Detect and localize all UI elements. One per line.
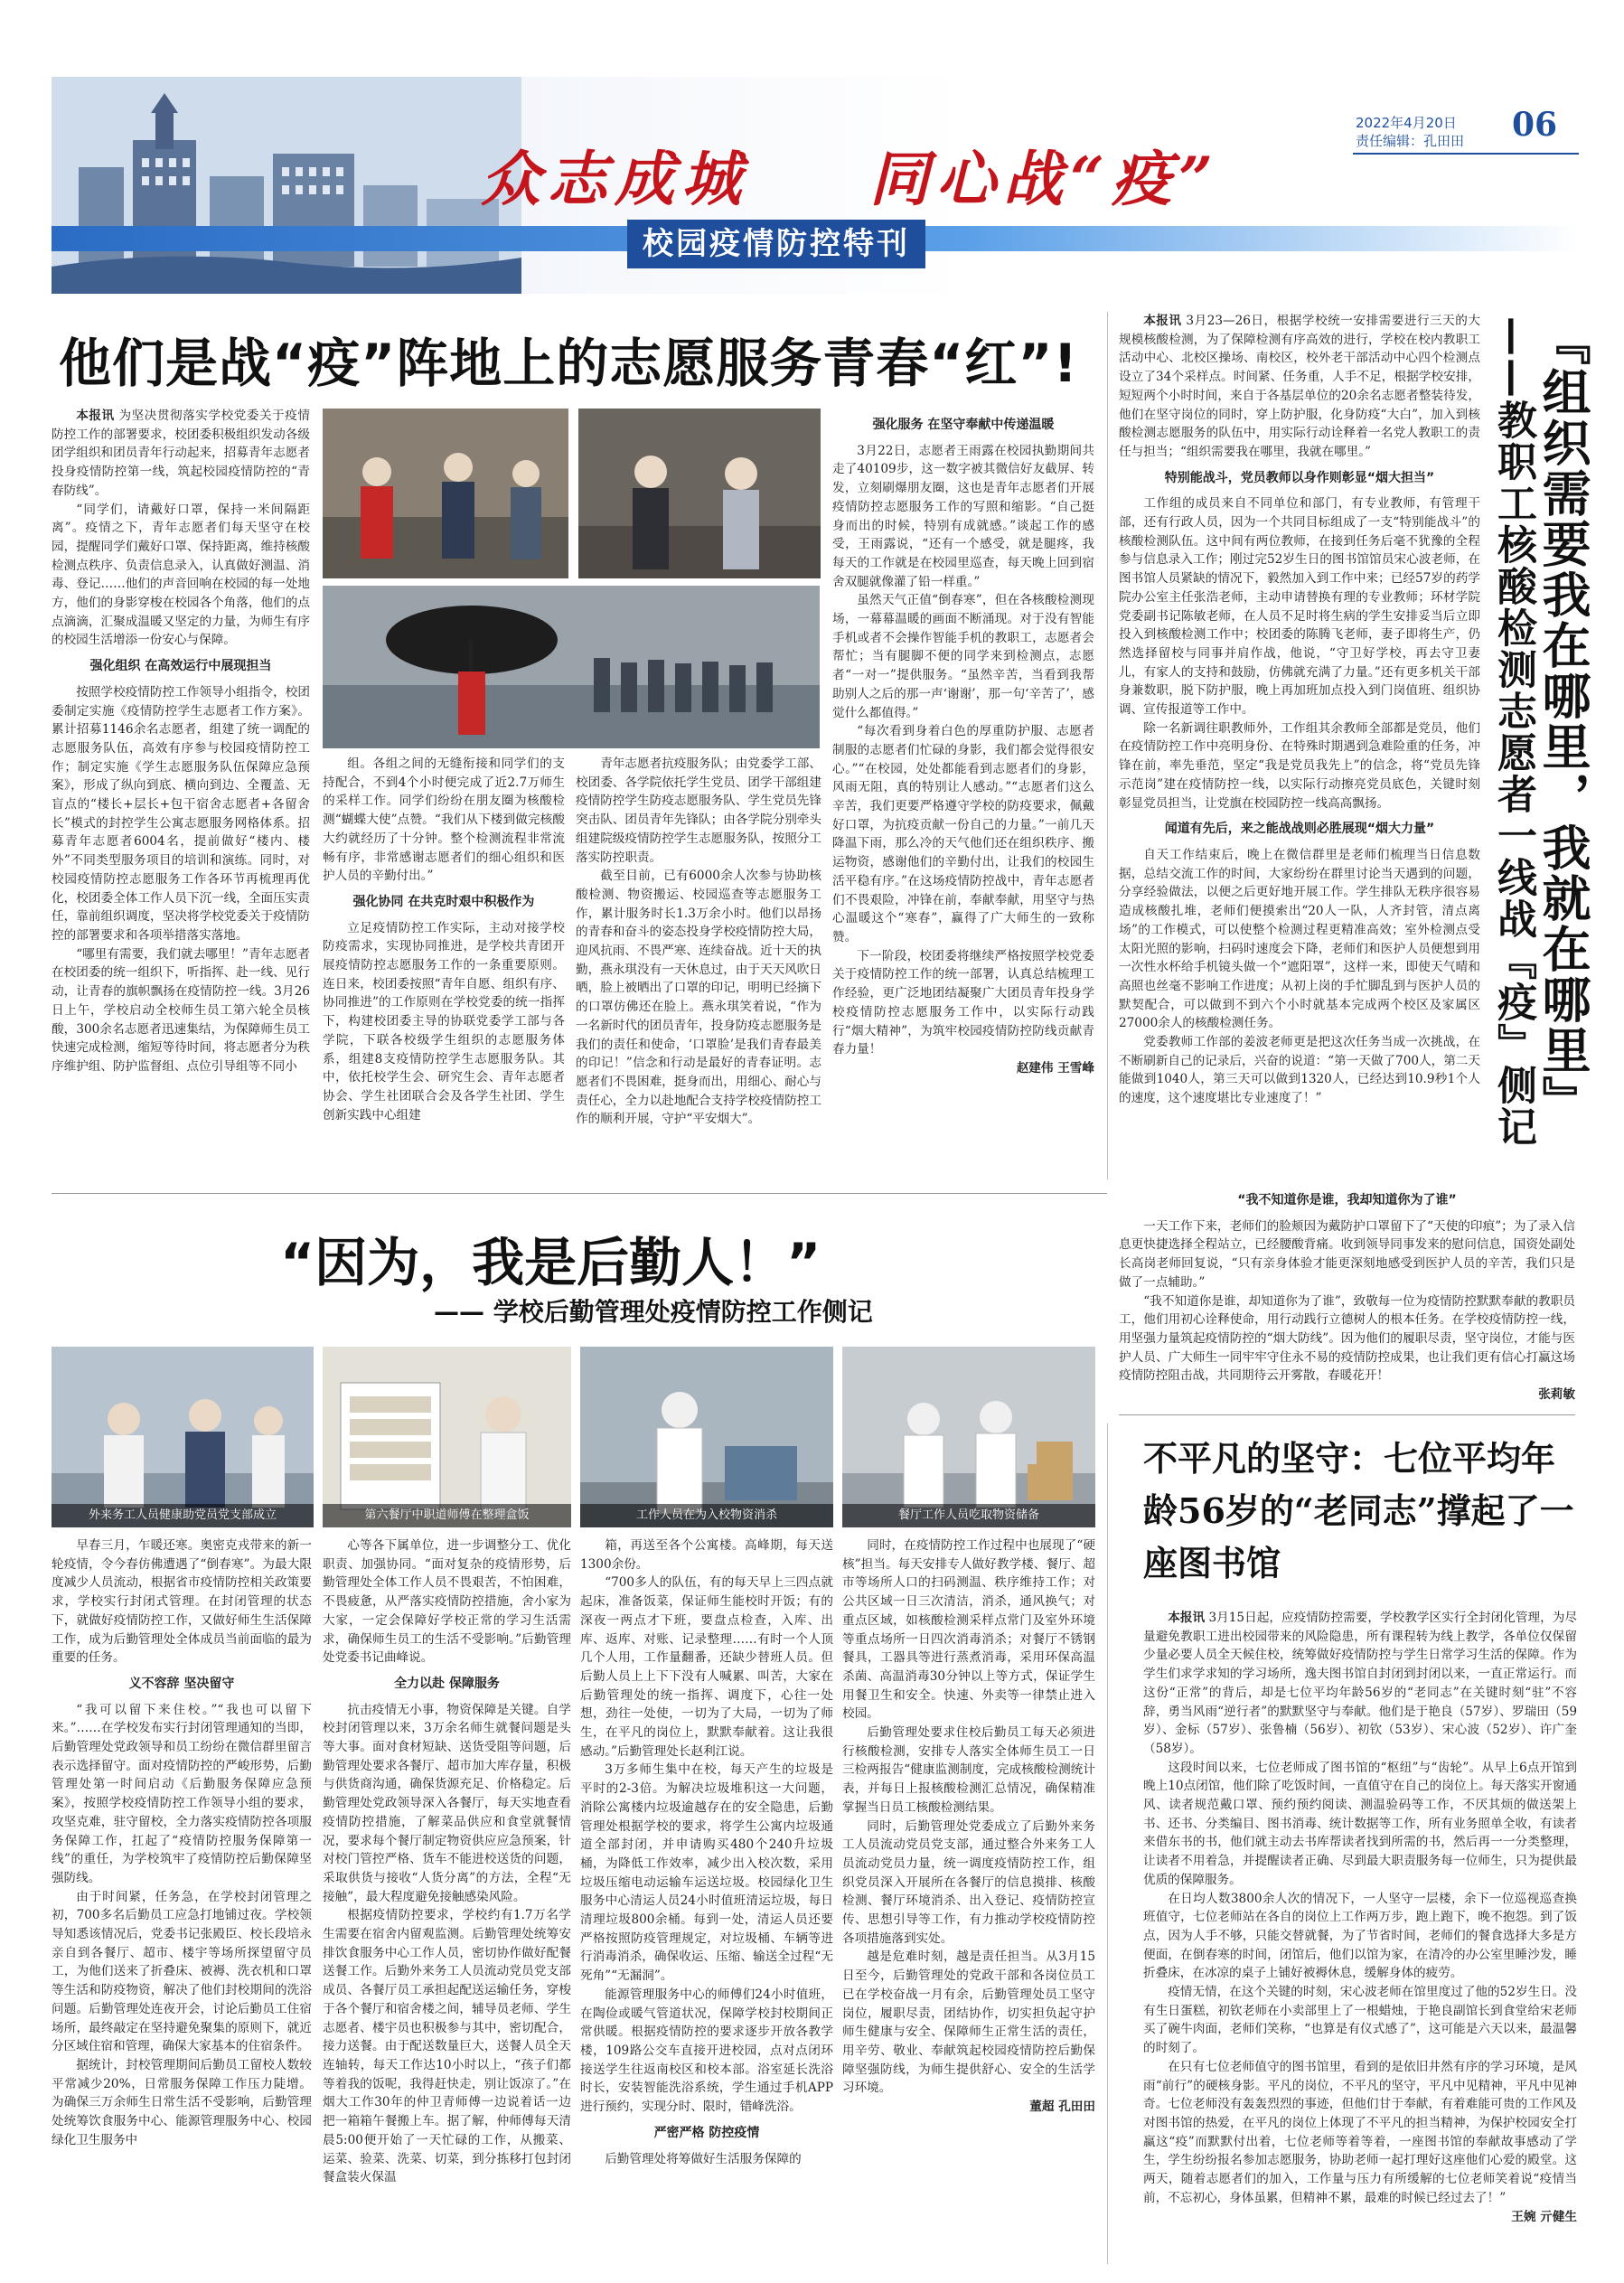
story1-subhead: 强化组织 在高效运行中展现担当: [89, 659, 272, 674]
story3-photo-2: [323, 1347, 571, 1527]
story4-byline: 王婉 亓健生: [1511, 2209, 1577, 2224]
story3-paragraph: 心等各下属单位，进一步调整分工、优化职责、加强协同。“面对复杂的疫情形势，后勤管理处全体工作人员不畏艰苦，不怕困难，不畏疲惫，从严落实疫情防控措施，舍小家为大家，一定会保障好学校正常的学习生活需求，确保师生员工的生活不受影响。”后勤管理处党委书记曲峰说。: [323, 1538, 571, 1666]
disinfection-photo-graphic: [580, 1347, 833, 1527]
story4-paragraph: 疫情无情，在这个关键的时刻，宋心波老师在馆里度过了他的52岁生日。没有生日蛋糕，初钦老师在小卖部里上了一根蜡烛，于艳良副馆长到食堂给宋老师买了碗牛肉面，老师们笑称，“也算是有仪式感了”，这可能是六天以来，最温馨的时刻了。: [1143, 1985, 1577, 2056]
story1-paragraph: 3月22日，志愿者王雨露在校园执勤期间共走了40109步，这一数字被其微信好友截屏、转发，立刻刷爆朋友圈，这也是青年志愿者们开展疫情防控志愿服务工作的写照和缩影。“自己挺身而出的时候，特别有成就感。”谈起工作的感受，王雨露说，“还有一个感受，就是腿疼，我每天的工作就是在校园里巡查，每天晚上回到宿舍双腿就像灌了铅一样重。”: [832, 443, 1094, 589]
story4-headline: 不平凡的坚守：七位平均年龄56岁的“老同志”撑起了一座图书馆: [1143, 1438, 1574, 1583]
story4-paragraph: 在只有七位老师值守的图书馆里，看到的是依旧井然有序的学习环境，是风雨“前行”的硬核身影。平凡的岗位，不平凡的坚守，平凡中见精神，平凡中见神奇。七位老师没有轰轰烈烈的事迹，但他们甘于奉献，有着难能可贵的工作风及对图书馆的热爱，在平凡的岗位上体现了不平凡的担当精神，为保护校园安全打赢这“疫”而默默付出着，七位老师等着等着，一座图书馆的奉献故事感动了学生，学生纷纷报名参加志愿服务，协助老师一起打理好这座他们心爱的殿堂。这两天，随着志愿者们的加入，工作量与压力有所缓解的七位老师笑着说“疫情当前，不忘初心，身体虽累，但精神不累，最难的时候已经过去了！”: [1143, 2059, 1577, 2205]
story1-paragraph: 虽然天气正值“倒春寒”，但在各核酸检测现场，一幕幕温暖的画面不断涌现。对于没有智能手机或者不会操作智能手机的教职工，志愿者会帮忙；当有腿脚不便的同学来到检测点，志愿者“一对一”提供服务。“虽然辛苦，当看到我帮助别人之后的那一声‘谢谢’，那一句‘辛苦了’，感觉什么都值得。”: [832, 593, 1094, 720]
story3-column-1: [52, 1536, 312, 2260]
story3-photo-caption: 外来务工人员健康助党员党支部成立: [52, 1504, 314, 1527]
story1-lead: 本报讯: [76, 409, 115, 423]
editor-credit: 责任编辑：孔田田: [1356, 133, 1465, 149]
story3-column-3: [580, 1536, 833, 2260]
story2-body: [1119, 312, 1480, 1179]
story3-paragraph: 由于时间紧，任务急，在学校封闭管理之初，700多名后勤员工应急打地铺过夜。学校领导知悉该情况后，党委书记张殿臣、校长段培永亲自到各餐厅、超市、楼宇等场所探望留守员工，为他们送来了折叠床、被褥、洗衣机和口罩等生活和防疫物资，解决了他们封校期间的洗浴问题。后勤管理处连夜开会，讨论后勤员工住宿场所，最终敲定在坚持避免聚集的原则下，就近分区域住宿和管理，确保大家基本的住宿条件。: [52, 1889, 312, 2054]
story1-byline: 赵建伟 王雪峰: [1016, 1060, 1094, 1076]
story2-subhead: 闻道有先后，来之能战战则必胜展现“烟大力量”: [1164, 822, 1435, 837]
story1-column-4: [832, 409, 1094, 1150]
story1-column-1: [52, 407, 310, 1202]
story2-paragraph: 一天工作下来，老师们的脸颊因为戴防护口罩留下了“天使的印痕”；为了录入信息更快捷选择全程站立，已经腰酸背痛。收到领导同事发来的慰问信息，国资处副处长高岗老师回复说，“只有亲身体验才能更深刻地感受到医护人员的辛苦，我们只是做了一点辅助。”: [1119, 1218, 1575, 1290]
story1-column-3: [576, 755, 821, 1152]
story3-paragraph: 越是危难时刻，越是责任担当。从3月15日至今，后勤管理处的党政干部和各岗位员工已在学校奋战一月有余，后勤管理处员工坚守岗位，履职尽责，团结协作，切实担负起守护师生健康与安全、保障师生正常生活的责任，用辛劳、敬业、奉献筑起校园疫情防控后勤保障坚强防线，为师生提供舒心、安全的生活学习环境。: [842, 1949, 1095, 2096]
story4-lead: 本报讯: [1168, 1611, 1206, 1625]
special-edition-label: 校园疫情防控特刊: [627, 220, 925, 268]
story3-photo-1: [52, 1347, 314, 1527]
story3-photo-caption: 工作人员在为入校物资消杀: [580, 1504, 833, 1527]
story3-paragraph: 据统计，封校管理期间后勤员工留校人数较平常减少20%，日常服务保障工作压力陡增。为确保三万余师生日常生活不受影响，后勤管理处统筹饮食服务中心、能源管理服务中心、校园绿化卫生服务中: [52, 2057, 312, 2147]
story2-headline: 『组织需要我在哪里，我就在哪里』: [1535, 316, 1591, 1126]
story2-paragraph: 工作组的成员来自不同单位和部门，有专业教师，有管理干部，还有行政人员，因为一个共同目标组成了一支“特别能战斗”的核酸检测队伍。这中间有两位教师，在接到任务后毫不犹豫的全程参与信息录入工作；刚过完52岁生日的图书馆馆员宋心波老师，在图书馆人员紧缺的情况下，毅然加入到工作中来；已经57岁的药学院办公室主任张浩老师，主动申请替换有理的专业教师；环材学院党委副书记陈敏老师，在人员不足时将生病的学生安排妥当后立即投入到核酸检测工作中；校团委的陈腾飞老师，妻子即将生产，仍然选择留校与同事并肩作战，他说，“守卫好学校，再去守卫妻儿，有家人的支持和鼓励，仿佛就充满了力量。”还有更多机关干部身兼数职，脱下防护服，晚上再加班加点投入到门岗值班、组织协调、宣传报道等工作中。: [1119, 496, 1480, 718]
story4-body: [1143, 1609, 1577, 2260]
story1-paragraph: “每次看到身着白色的厚重防护服、志愿者制服的志愿者们忙碌的身影，我们都会觉得很安心。”“在校园，处处都能看到志愿者们的身影，风雨无阻，真的特别让人感动。”“志愿者们这么辛苦，我们更要严格遵守学校的防疫要求，佩戴好口罩，为抗疫贡献一份自己的力量。”一前几天降温下雨，那么冷的天气他们还在组织秩序、搬运物资，感谢他们的辛勤付出，让我们的校园生活平稳有序。”在这场疫情防控战中，青年志愿者们不畏艰险，冲锋在前，奉献奉献，用坚守与热心温暖这个“寒春”，赢得了广大师生的一致称赞。: [832, 724, 1094, 944]
story3-byline: 董超 孔田田: [1029, 2100, 1095, 2115]
story3-headline: “因为，我是后勤人！”: [280, 1232, 821, 1293]
column-divider: [1107, 312, 1108, 1179]
story1-subhead: 强化服务 在坚守奉献中传递温暖: [872, 418, 1055, 432]
story1-paragraph: “同学们，请戴好口罩，保持一米间隔距离”。疫情之下，青年志愿者们每天坚守在校园，提醒同学们戴好口罩、保持距离，维持核酸检测点秩序、负责信息录入，认真做好测温、消毒、登记……他们的声音回响在校园的每一处地方，他们的身影穿梭在校园各个角落，他们的点点滴滴，汇聚成温暖又坚定的力量，为师生有序的校园生活增添一份安心与保障。: [52, 502, 310, 648]
masthead-title-left: 众志成城: [481, 144, 748, 214]
story4-paragraph: 这段时间以来，七位老师成了图书馆的“枢纽”与“齿轮”。从早上6点开馆到晚上10点闭馆，他们除了吃饭时间，一直值守在自己的岗位上。每天落实开窗通风、读者规范戴口罩、预约预约阅读、测温验码等工作，不厌其烦的做送架上书、还书、分类编目、图书消毒、统计数据等工作，所有业务照单全收，有读者来借东书的书，他们就主动去书库帮读者找到所需的书，然后再一一分类整理，让读者不用着急，并提醒读者正确、尽到最大职责服务每一位师生，只为提供最优质的保障服务。: [1143, 1760, 1577, 1887]
story1-headline: 他们是战“疫”阵地上的志愿服务青春“红”!: [59, 333, 1078, 394]
meal-packing-photo-graphic: [323, 1347, 571, 1527]
story3-photo-caption: 第六餐厅中职道师傅在整理盒饭: [323, 1504, 571, 1527]
story3-paragraph: 能源管理服务中心的师傅们24小时值班，在陶俭或暖气管道状况，保障学校封校期间正常供暖。根据疫情防控的要求逐步开放各教学楼，109路公交车直接开进校园，点对点闭环接送学生往返南校区和校本部。浴室延长洗浴时长，安装智能洗浴系统，学生通过手机APP进行预约，实现分时、限时，错峰洗浴。: [580, 1987, 833, 2115]
story3-column-2: [323, 1536, 571, 2260]
section-divider: [1119, 1414, 1575, 1415]
info-entry-photo-graphic: [578, 409, 821, 578]
issue-date: 2022年4月20日: [1356, 115, 1457, 131]
story3-paragraph: 后勤管理处将筹做好生活服务保障的: [605, 2151, 802, 2166]
story3-paragraph: 抗击疫情无小事，物资保障是关键。自学校封闭管理以来，3万余名师生就餐问题是头等大事。面对食材短缺、送货受阻等问题，后勤管理处要求各餐厅、超市加大库存量，积极与供货商沟通，确保货源充足、价格稳定。后勤管理处党政领导深入各餐厅，每天实地查看疫情防控措施，了解菜品供应和食堂就餐情况，要求每个餐厅制定物资供应应急预案，针对校门管控严格、货车不能进校送货的问题，采取供货与接收“人货分离”的方法，全程“无接触”，最大程度避免接触感染风险。: [323, 1702, 571, 1904]
story2-subhead: 特别能战斗，党员教师以身作则彰显“烟大担当”: [1164, 470, 1435, 485]
story1-photo-2: [578, 409, 821, 578]
story1-paragraph: 按照学校疫情防控工作领导小组指令，校团委制定实施《疫情防控学生志愿者工作方案》。累计招募1146余名志愿者，组建了统一调配的志愿服务队伍，高效有序参与校园疫情防控工作；制定实施《学生志愿服务队伍保障应急预案》，形成了纵向到底、横向到边、全覆盖、无盲点的“楼长+层长+包干宿舍志愿者+各留舍长”模式的封控学生公寓志愿服务网格体系。招募青年志愿者6004名，提前做好“楼内、楼外”不同类型服务项目的培训和演练。同时，对校园疫情防控志愿服务工作各环节再梳理再优化，校团委全体工作人员下沉一线，全面压实责任，靠前组织调度，坚决将学校党委关于疫情防控的部署要求和各项举措落实落地。: [52, 684, 310, 943]
campus-skyline-illustration: [52, 77, 521, 294]
story1-photo-3: [323, 586, 820, 748]
story3-subhead: 义不容辞 坚决留守: [128, 1676, 235, 1691]
story3-photo-4: [842, 1347, 1095, 1527]
story1-photo-1: [323, 409, 568, 578]
story3-paragraph: 同时，在疫情防控工作过程中也展现了“硬核”担当。每天安排专人做好教学楼、餐厅、超市等场所人口的扫码测温、秩序维持工作；对公共区域一日三次清洁，消杀，通风换气；对重点区域，如核酸检测采样点常门及室外环境等重点场所一日四次消毒消杀；对餐厅不锈钢餐具，工器具等进行蒸煮消毒，采用环保高温杀菌、高温消毒30分钟以上等方式，保证学生用餐卫生和安全。快速、外卖等一律禁止进入校园。: [842, 1538, 1095, 1722]
masthead-rule: [1353, 153, 1579, 155]
story2-paragraph: 党委教师工作部的姜波老师更是把这次任务当成一次挑战，在不断刷新自己的记录后，兴奋的说道：“第一天做了700人，第二天能做到1040人，第三天可以做到1320人，已经达到10.9秒1个人的速度，这个速度堪比专业速度了！”: [1119, 1035, 1480, 1106]
story2-paragraph: 3月23—26日，根据学校统一安排需要进行三天的大规模核酸检测，为了保障检测有序高效的进行，学校在校内教职工活动中心、北校区操场、南校区，校外老干部活动中心四个检测点设立了34个采样点。时间紧、任务重，人手不足，根据学校安排，短短两个小时时间，来自于各基层单位的20余名志愿者整装待发，他们在坚守岗位的同时，穿上防护服，化身防疫“大白”，加入到核酸检测志愿服务的队伍中，用实际行动诠释着一名党人教职工的责任与担当；“组织需要我在哪里，我就在哪里。”: [1119, 314, 1480, 459]
story1-paragraph: “哪里有需要，我们就去哪里！”青年志愿者在校团委的统一组织下，听指挥、赴一线、见行动，让青春的旗帜飘扬在疫情防控一线。3月26日上午，学校启动全校师生员工第六轮全员核酸，300余名志愿者迅速集结，为保障师生员工快速完成检测，缩短等待时间，将志愿者分为秩序维护组、防护监督组、点位引导组等不同小: [52, 946, 310, 1074]
story3-paragraph: 同时，后勤管理处党委成立了后勤外来务工人员流动党员党支部，通过整合外来务工人员流动党员力量，统一调度疫情防控工作，组织党员深入开展所在各餐厅的信息摸排、核酸检测、餐厅环境消杀、出入登记、疫情防控宣传、思想引导等工作，有力推动学校疫情防控各项措施落到实处。: [842, 1818, 1095, 1946]
story2-subtitle: ——教职工核酸检测志愿者一线战『疫』侧记: [1490, 316, 1536, 1148]
story3-paragraph: “700多人的队伍，有的每天早上三四点就起床，准备饭菜，保证师生能校时开饭；有的深夜一两点才下班，要盘点检查，入库、出库、返库、对账、记录整理……有时一个人顶几个人用，工作量翻番，还缺少替班人员。但后勤人员上上下下没有人喊累、叫苦，大家在后勤管理处的统一指挥、调度下，心往一处想，劲往一处使，一切为了大局，一切为了师生，在平凡的岗位上，默默奉献着。这让我很感动。”后勤管理处长赵利江说。: [580, 1575, 833, 1759]
workers-photo-graphic: [52, 1347, 314, 1527]
story1-paragraph: 青年志愿者抗疫服务队；由党委学工部、校团委、各学院依托学生党员、团学干部组建疫情防控学生防疫志愿服务队、学生党员先锋突击队、团员青年先锋队；由各学院分别牵头组建院级疫情防控学生志愿服务队，按照分工落实防控职责。: [576, 756, 821, 865]
page-number: 06: [1512, 106, 1558, 144]
masthead-banner: [52, 77, 1579, 294]
story3-paragraph: 后勤管理处要求住校后勤员工每天必须进行核酸检测，安排专人落实全体师生员工一日三检两报告“健康监测制度，完成核酸检测统计表，并每日上报核酸检测汇总情况，确保精准掌握当日员工核酸检测结果。: [842, 1725, 1095, 1815]
story4-paragraph: 在日均人数3800余人次的情况下，一人坚守一层楼，余下一位巡视巡查换班值守，七位老师站在各自的岗位上工作两万步，跑上跑下，晚不抱怨。到了饭点，因为人手不够，只能交替就餐，为了节省时间，老师们的餐食选择大多是方便面，在倒春寒的时间，闭馆后，他们以馆为家，在清冷的办公室里睡沙发，睡折叠床，在冰凉的桌子上铺好被褥休息，缓解身体的疲劳。: [1143, 1891, 1577, 1981]
story2-body-continued: [1119, 1184, 1575, 1410]
story2-subhead: “我不知道你是谁，我却知道你为了谁”: [1237, 1193, 1457, 1207]
story3-subhead: 全力以赴 保障服务: [394, 1676, 500, 1691]
masthead-title-right: 同心战“疫”: [869, 144, 1220, 214]
story3-paragraph: “我可以留下来住校。”“我也可以留下来。”……在学校发布实行封闭管理通知的当即，后勤管理处党政领导和员工纷纷在微信群里留言表示选择留守。面对疫情防控的严峻形势，后勤管理处第一时间启动《后勤服务保障应急预案》，按照学校疫情防控工作领导小组的要求，攻坚克难，驻守留校，全力落实疫情防控各项服务保障工作，扛起了“疫情防控服务保障第一线”的重任，为学校筑牢了疫情防控后勤保障坚强防线。: [52, 1702, 312, 1885]
rain-duty-photo-graphic: [323, 586, 820, 748]
story3-paragraph: 3万多师生集中在校，每天产生的垃圾是平时的2-3倍。为解决垃圾堆积这一大问题，消除公寓楼内垃圾逾越存在的安全隐患，后勤管理处根据学校的要求，将学生公寓内垃圾通道全部封闭，并申请购买480个240升垃圾桶，为降低工作效率，减少出入校次数，采用垃圾压缩电动运输车运送垃圾。校园绿化卫生服务中心清运人员24小时值班清运垃圾，每日清理垃圾800余桶。每到一处，清运人员还要严格按照防疫管理规定，对垃圾桶、车辆等进行消毒消杀，确保收运、压缩、输送全过程“无死角”“无漏洞”。: [580, 1762, 833, 1984]
supplies-photo-graphic: [842, 1347, 1095, 1527]
story2-vertical-title-block: [1491, 316, 1591, 1157]
story1-paragraph: 下一阶段，校团委将继续严格按照学校党委关于疫情防控工作的统一部署，认真总结梳理工作经验，更广泛地团结凝聚广大团员青年投身学校疫情防控志愿服务工作中，以实际行动践行“烟大精神”，为筑牢校园疫情防控防线贡献青春力量！: [832, 948, 1094, 1057]
story1-subhead: 强化协同 在共克时艰中积极作为: [352, 894, 535, 909]
story3-subhead: 严密严格 防控疫情: [653, 2125, 760, 2140]
story3-photo-3: [580, 1347, 833, 1527]
story4-paragraph: 3月15日起，应疫情防控需要，学校教学区实行全封闭化管理，为尽量避免教职工进出校园带来的风险隐患，所有课程转为线上教学，各单位仅保留少量必要人员全天候住校，统筹做好疫情防控与学生日常学习生活的保障。作为学生们求学求知的学习场所，逸夫图书馆自封闭到封闭以来，一直正常运行。而这份“正常”的背后，却是七位平均年龄56岁的“老同志”在关键时刻“驻”不容辞，勇当风雨“逆行者”的默默坚守与奉献。他们是于艳良（57岁）、罗瑞田（59岁）、金标（57岁）、张鲁楠（56岁）、初钦（53岁）、宋心波（52岁）、许广奎（58岁）。: [1143, 1611, 1577, 1756]
column-divider: [1107, 1423, 1108, 2264]
story3-column-4: [842, 1536, 1095, 2260]
story3-paragraph: 早春三月，乍暖还寒。奥密克戎带来的新一轮疫情，令今春仿佛遭遇了“倒春寒”。为最大限度减少人员流动，根据省市疫情防控相关政策要求，学校实行封闭式管理。在封闭管理的状态下，就做好疫情防控工作，又做好师生生活保障工作，成为后勤管理处全体成员当前面临的最为重要的任务。: [52, 1538, 312, 1666]
story3-paragraph: 箱，再送至各个公寓楼。高峰期，每天送1300余份。: [580, 1538, 833, 1572]
story1-column-2: [323, 755, 565, 1152]
section-divider: [52, 1193, 1107, 1194]
story2-paragraph: 除一名新调往职教师外，工作组其余教师全部都是党员，他们在疫情防控工作中亮明身份、在特殊时期遇到急难险重的任务，冲锋在前，率先垂范，坚定“我是党员我先上”的信念，将“党员先锋示范岗”建在疫情防控一线，以实际行动擦亮党员底色，关键时刻彰显党员担当，让党旗在校园防控一线高高飘扬。: [1119, 720, 1480, 811]
story3-photo-caption: 餐厅工作人员吃取物资储备: [842, 1504, 1095, 1527]
story2-lead: 本报讯: [1143, 314, 1182, 328]
story2-paragraph: “我不知道你是谁，却知道你为了谁”，致敬每一位为疫情防控默默奉献的教职员工，他们用初心诠释使命，用行动践行立德树人的根本任务。在学校疫情防控一线，用坚强力量筑起疫情防控的“烟大防线”。因为他们的履职尽责，坚守岗位，才能与医护人员、广大师生一同牢牢守住永不易的疫情防控成果，也让我们更有信心打赢这场疫情防控阻击战，共同期待云开雾散，春暖花开！: [1119, 1293, 1575, 1384]
story1-paragraph: 截至目前，已有6000余人次参与协助核酸检测、物资搬运、校园巡查等志愿服务工作，累计服务时长1.3万余小时。他们以昂扬的青春和奋斗的姿态投身学校疫情防控大局，迎风抗雨、不畏严寒、连续奋战。近十天的执勤，燕永琪没有一天休息过，由于天天风吹日晒，脸上被晒出了口罩的印记，明明已经摘下的口罩仿佛还在脸上。燕永琪笑着说，“作为一名新时代的团员青年，投身防疫志愿服务是我们的责任和使命，‘口罩脸’是我们青春最美的印记！”信念和行动是最好的青春证明。志愿者们不畏困难，挺身而出，用细心、耐心与责任心，全力以赴地配合支持学校疫情防控工作的顺利开展，守护“平安烟大”。: [576, 869, 821, 1127]
story1-paragraph: 立足疫情防控工作实际，主动对接学校防疫需求，实现协同推进，是学校共青团开展疫情防控志愿服务工作的一条重要原则。连日来，校团委按照“青年自愿、组织有序、协同推进”的工作原则在学校党委的统一指挥下，构建校团委主导的协联党委学工部与各学院，下联各校级学生组织的志愿服务体系，组建8支疫情防控学生志愿服务队。其中，依托校学生会、研究生会、青年志愿者协会、学生社团联合会及各学生社团、学生创新实践中心组建: [323, 920, 565, 1123]
story2-paragraph: 自天工作结束后，晚上在微信群里是老师们梳理当日信息数据，总结交流工作的时间，大家纷纷在群里讨论当天遇到的问题，分享经验做法，以便之后更好地开展工作。学生排队无秩序很容易造成核酸扎堆，老师们便摸索出“20人一队，人齐封管，清点离场”的工作模式，可以使整个检测过程更精准高效；室外检测点受太阳光照的影响，扫码时速度会下降，老师们和医护人员便想到用一次性水杯给手机镜头做一个“遮阳罩”，这样一来，即使天气晴和高照也丝毫不影响工作进度；从初上岗的手忙脚乱到与医护人员的默契配合，可以做到不到六个小时就基本完成两个校区及家属区27000余人的核酸检测任务。: [1119, 847, 1480, 1031]
story1-paragraph: 为坚决贯彻落实学校党委关于疫情防控工作的部署要求，校团委积极组织发动各级团学组织和团员青年行动起来，招募青年志愿者投身疫情防控第一线，筑起校园疫情防控的“青春防线”。: [52, 409, 310, 498]
volunteers-photo-graphic: [323, 409, 568, 578]
story1-paragraph: 组。各组之间的无缝衔接和同学们的支持配合，不到4个小时便完成了近2.7万师生的采样工作。同学们纷纷在朋友圈为核酸检测“蝴蝶大使”点赞。“我们从下楼到做完核酸大约就经历了十分钟。整个检测流程非常流畅有序，非常感谢志愿者们的细心组织和医护人员的辛勤付出。”: [323, 756, 565, 884]
story3-subtitle: —— 学校后勤管理处疫情防控工作侧记: [434, 1297, 873, 1327]
story3-paragraph: 根据疫情防控要求，学校约有1.7万名学生需要在宿舍内留观监测。后勤管理处统筹安排饮食服务中心工作人员，密切协作做好配餐送餐工作。后勤外来务工人员流动党员党支部成员、各餐厅员工承担起配送运输任务，穿梭于各个餐厅和宿舍楼之间，辅导员老师、学生志愿者、楼宇员也积极参与其中，密切配合，接力送餐。由于配送数量巨大，送餐人员全天连轴转，每天工作达10小时以上，“孩子们都等着我的饭呢，我得赶快走，别让饭凉了。”在烟大工作30年的仲卫青师傅一边说着话一边把一箱箱午餐搬上车。据了解，仲师傅每天清晨5:00便开始了一天忙碌的工作，从搬菜、运菜、验菜、洗菜、切菜，到分拣移打包封闭餐盒装火保温: [323, 1908, 571, 2185]
story2-byline: 张莉敏: [1538, 1387, 1575, 1403]
